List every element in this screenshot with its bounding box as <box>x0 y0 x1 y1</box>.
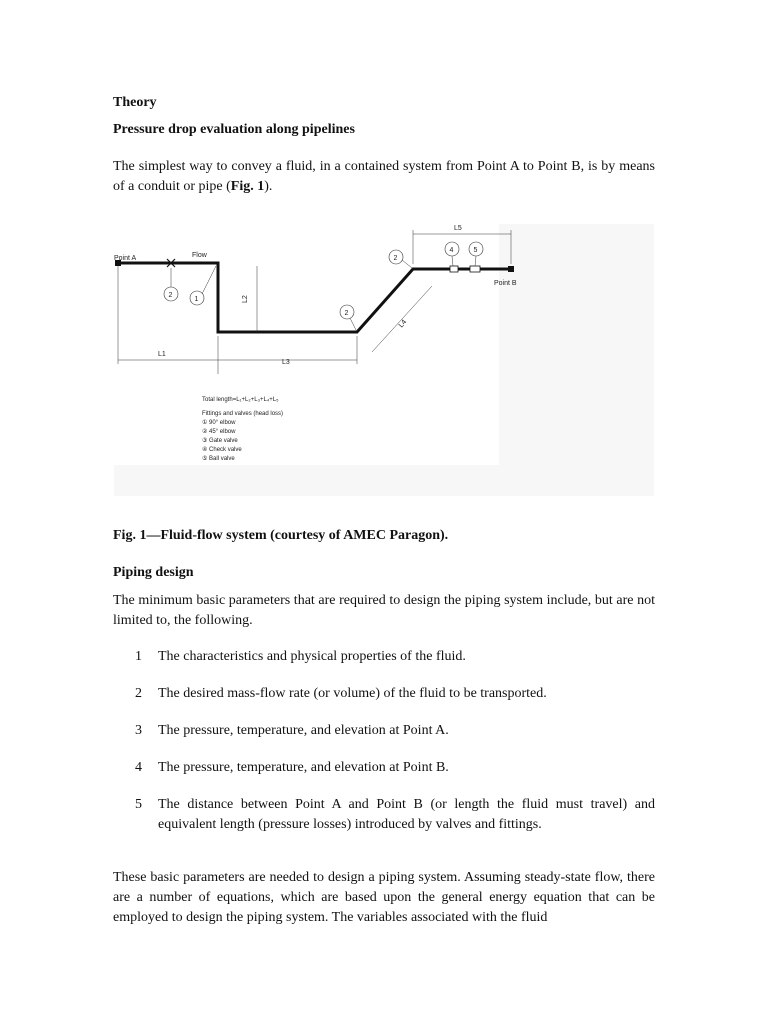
callout-elbow-90 <box>190 266 216 305</box>
list-item <box>113 684 655 704</box>
list-text: The desired mass-flow rate (or volume) of the fluid to be transported. <box>158 686 547 701</box>
l4-label: L4 <box>397 318 409 330</box>
pipeline-figure <box>114 224 654 496</box>
point-b-marker <box>508 266 514 272</box>
fittings-title: Fittings and valves (head loss) <box>202 411 284 417</box>
figure-reference: Fig. 1 <box>230 179 265 194</box>
callout-number: 2 <box>344 310 349 317</box>
list-number: 2 <box>135 686 142 701</box>
ball-valve-symbol <box>470 266 480 272</box>
l1-label: L1 <box>158 351 166 358</box>
list-item <box>113 647 655 667</box>
flow-label: Flow <box>192 252 207 259</box>
callout-number: 2 <box>393 255 398 262</box>
callout-elbow-45-top <box>389 250 412 268</box>
fitting-item: ④ Check valve <box>202 447 242 453</box>
fitting-item: ② 45° elbow <box>202 429 236 435</box>
list-text: The characteristics and physical properties of the fluid. <box>158 649 466 664</box>
pipeline-diagram <box>114 224 654 496</box>
point-b-label: Point B <box>494 280 517 287</box>
piping-design-heading: Piping design <box>113 565 194 580</box>
list-text: The distance between Point A and Point B (or length the fluid must travel) and equivalent length (pressure losses) introduced by valves and fittings. <box>158 797 655 832</box>
piping-intro-paragraph: The minimum basic parameters that are required to design the piping system include, but are not limited to, the following. <box>113 593 655 628</box>
closing-paragraph: These basic parameters are needed to design a piping system. Assuming steady-state flow, there are a number of equations, which are based upon the general energy equation that can be employed to design the piping system. The variables associated with the fluid <box>113 870 655 925</box>
list-number: 3 <box>135 723 142 738</box>
list-number: 5 <box>135 797 142 812</box>
subsection-heading: Pressure drop evaluation along pipelines <box>113 122 355 137</box>
point-a-label: Point A <box>114 255 137 262</box>
parameters-list <box>113 647 655 835</box>
check-valve-symbol <box>450 266 458 272</box>
intro-text-start: The simplest way to convey a fluid, in a contained system from Point A to Point B, is by means of a conduit or pipe ( <box>113 159 655 194</box>
intro-paragraph <box>113 157 655 197</box>
list-text: The pressure, temperature, and elevation at Point B. <box>158 760 449 775</box>
fitting-item: ① 90° elbow <box>202 420 236 426</box>
callout-number: 2 <box>168 292 173 299</box>
callout-elbow-45-bottom <box>340 305 356 330</box>
fitting-item: ⑤ Ball valve <box>202 456 235 462</box>
list-item <box>113 795 655 835</box>
callout-elbow-45-left <box>164 268 178 301</box>
section-heading: Theory <box>113 95 157 110</box>
figure-caption: Fig. 1—Fluid-flow system (courtesy of AMEC Paragon). <box>113 528 449 543</box>
list-number: 1 <box>135 649 142 664</box>
callout-ball-valve <box>469 242 483 266</box>
list-number: 4 <box>135 760 142 775</box>
total-length-formula: Total length=L₁+L₂+L₃+L₄+L₅ <box>202 397 279 403</box>
list-text: The pressure, temperature, and elevation at Point A. <box>158 723 449 738</box>
callout-number: 1 <box>194 296 199 303</box>
l5-label: L5 <box>454 225 462 232</box>
callout-number: 4 <box>449 247 454 254</box>
list-item <box>113 721 655 741</box>
list-item <box>113 758 655 778</box>
intro-text-end: ). <box>264 179 273 194</box>
callout-check-valve <box>445 242 459 266</box>
callout-number: 5 <box>473 247 478 254</box>
fitting-item: ③ Gate valve <box>202 438 238 444</box>
l3-label: L3 <box>282 359 290 366</box>
l2-label: L2 <box>242 295 249 303</box>
